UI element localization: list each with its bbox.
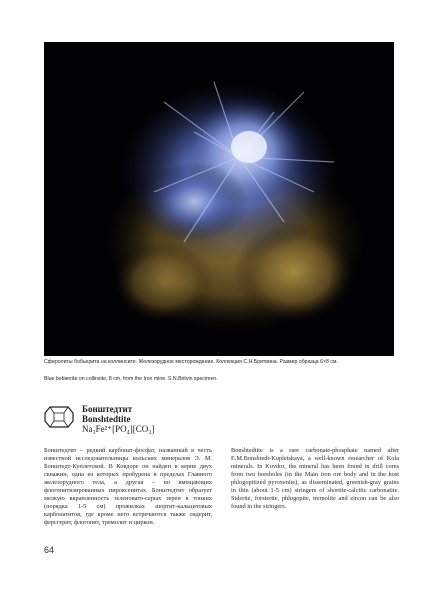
mineral-name-english: Bonshtedtite bbox=[82, 414, 131, 424]
page-number: 64 bbox=[44, 545, 55, 555]
description-russian: Бонштедтит – редкий карбонат-фосфат, названный в честь известной исследовательницы кольских минералов Э. М. Бонштедт-Куплетской. В Ковдоре он найден в керне двух скважин, одна из которых пробурена в пределах Главного железорудного тела, а другая – во вмещающих флогопитизированных пироксенитах. Бонштедтит образует мелкую вкрапленность зеленовато-серых зерен в тонких (порядка 1-5 см) прожилках шортит-кальцитовых карбонатитов, где кроме него встречаются также сидерит, ферсгерит, флогопит, тремолит и циркон. bbox=[44, 447, 212, 526]
mineral-name-russian: Бонштедтит bbox=[82, 404, 133, 414]
crystal-icon bbox=[44, 405, 74, 429]
description-english: Bonshtedtite is a rare carbonate-phosphate named after E.M.Bonshtedt-Kupletskaya, a well-known researcher of Kola minerals. In Kovdor, the mineral has been found in drill cores from two boreholes (in the Main iron ore body and in the host phlogopitized pyroxenite), as disseminated, greenish-gray grains in thin (about 1-5 cm) stringers of shortite-calcitic carbonatite. Siderite, forsterite, phlogopite, tremolite and zircon can be also found in the stringers. bbox=[231, 447, 399, 510]
mineral-photo bbox=[44, 42, 394, 356]
photo-caption-english: Blue bobierrite on collinsite, 8 cm, from the Iron mine. S.N.Britvin specimen. bbox=[44, 376, 218, 382]
mineral-specimen-image bbox=[44, 42, 394, 356]
mineral-formula: Na₃Fe²⁺[PO₄][CO₃] bbox=[82, 424, 155, 434]
photo-caption-russian: Сферолиты бобьерита на коллинсите. Железорудное месторождение. Коллекция С.Н.Бритвина. Размер образца 6×8 см. bbox=[44, 359, 338, 365]
